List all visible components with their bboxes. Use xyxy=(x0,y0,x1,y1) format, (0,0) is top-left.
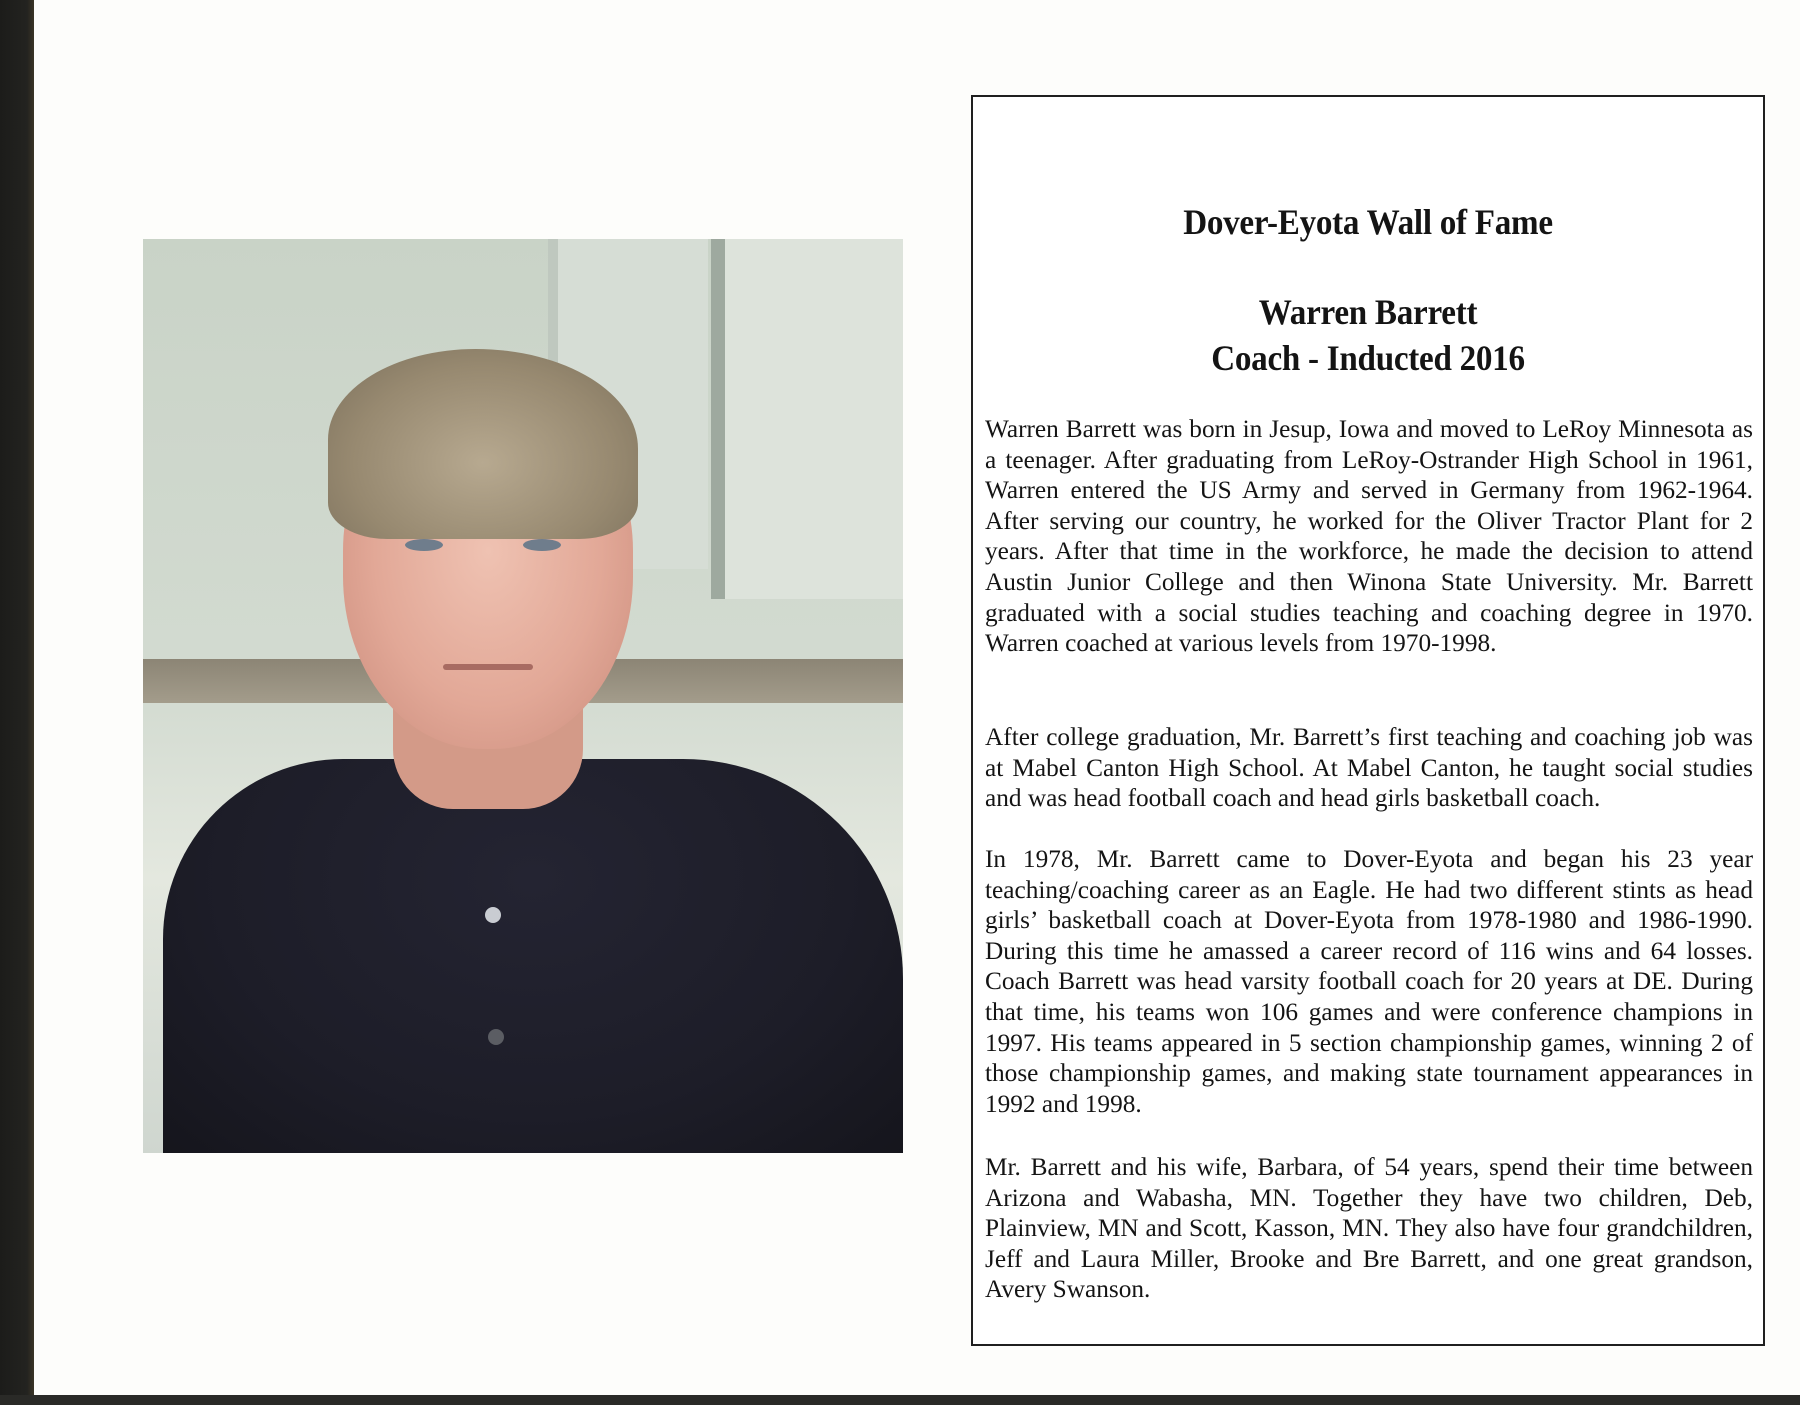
bio-paragraph: Warren Barrett was born in Jesup, Iowa and moved to LeRoy Minnesota as a teenager. After graduating from LeRoy-Ostrander High School in 1961, Warren entered the US Army and served in Germany from 1962-1964. After serving our country, he worked for the Oliver Tractor Plant for 2 years. After that time in the workforce, he made the decision to attend Austin Junior College and then Winona State University. Mr. Barrett graduated with a social studies teaching and coaching degree in 1970. Warren coached at various levels from 1970-1998. xyxy=(985,415,1753,658)
door-panel xyxy=(711,239,903,599)
mouth xyxy=(443,664,533,670)
bio-paragraph: In 1978, Mr. Barrett came to Dover-Eyota and began his 23 year teaching/coaching career as an Eagle. He had two different stints as head girls’ basketball coach at Dover-Eyota from 1978-1980 and 1986-1990. During this time he amassed a career record of 116 wins and 64 losses. Coach Barrett was head varsity football coach for 20 years at DE. During that time, his teams won 106 games and were conference champions in 1997. His teams appeared in 5 section championship games, winning 2 of those championship games, and making state tournament appearances in 1992 and 1998. xyxy=(985,845,1753,1118)
portrait-photo xyxy=(143,239,903,1153)
bio-paragraph: After college graduation, Mr. Barrett’s first teaching and coaching job was at Mabel Canton High School. At Mabel Canton, he taught social studies and was head football coach and head girls basketball coach. xyxy=(985,723,1753,813)
inductee-name: Warren Barrett xyxy=(1258,292,1478,332)
bio-paragraph: Mr. Barrett and his wife, Barbara, of 54 years, spend their time between Arizona and Wabasha, MN. Together they have two children, Deb, Plainview, MN and Scott, Kasson, MN. They also have four grandchildren, Jeff and Laura Miller, Brooke and Bre Barrett, and one great grandson, Avery Swanson. xyxy=(985,1153,1753,1304)
inductee-role: Coach - Inducted 2016 xyxy=(1211,338,1525,378)
shirt-button xyxy=(485,907,501,923)
bio-box xyxy=(971,95,1765,1346)
shirt-button xyxy=(488,1029,504,1045)
eye-left xyxy=(405,539,443,551)
eye-right xyxy=(523,539,561,551)
scan-edge-bottom xyxy=(0,1395,1800,1405)
shirt xyxy=(163,759,903,1153)
page-title: Dover-Eyota Wall of Fame xyxy=(1183,202,1553,242)
scan-edge-left xyxy=(0,0,34,1405)
